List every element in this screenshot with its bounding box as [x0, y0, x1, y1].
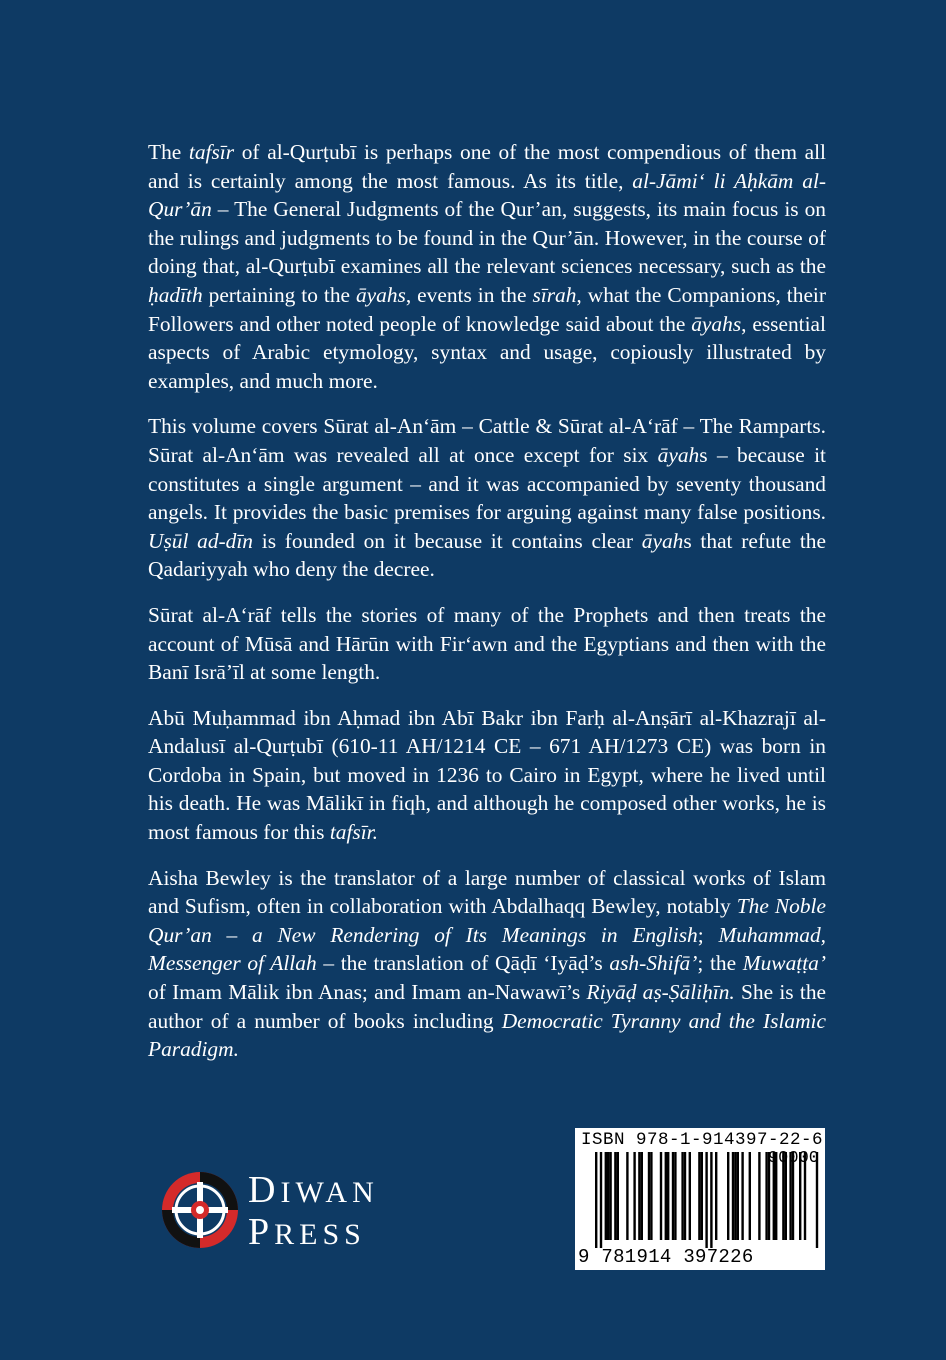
barcode-bar [734, 1152, 736, 1240]
barcode-bar [626, 1152, 628, 1240]
diwan-press-logo [160, 1168, 440, 1258]
barcode-bar [600, 1152, 602, 1248]
barcode-bar [705, 1152, 707, 1248]
barcode-bar [617, 1152, 619, 1240]
barcode-bar [607, 1152, 609, 1240]
publisher-word-press [248, 1210, 366, 1254]
publisher-word-diwan [248, 1168, 379, 1212]
italic-term: āyahs [355, 282, 406, 307]
publisher-word-press-rest: RESS [274, 1218, 366, 1251]
barcode-bar [782, 1152, 784, 1240]
barcode-bar [741, 1152, 743, 1240]
barcode-bar [660, 1152, 662, 1240]
blurb-paragraph-4: Abū Muḥammad ibn Aḥmad ibn Abī Bakr ibn Farḥ al-Anṣārī al-Khazrajī al-Andalusī al-Qurṭubī (610-11 AH/1214 CE – 671 AH/1273 CE) was born in Cordoba in Spain, but moved in 1236 to Cairo in Egypt, where he lived until his death. He was Mālikī in fiqh, and although he composed other works, he is most famous for this tafsīr. [148, 705, 826, 845]
barcode-bar [775, 1152, 777, 1240]
barcode-bar [773, 1152, 775, 1240]
barcode-bar [732, 1152, 734, 1240]
isbn-barcode [575, 1128, 825, 1270]
italic-term: āyah [657, 442, 700, 467]
publisher-word-diwan-initial: D [248, 1169, 281, 1211]
italic-term: al-Jāmi‘ li Aḥkām al-Qur’ān [148, 168, 827, 222]
barcode-bar [768, 1152, 770, 1240]
italic-term: Riyāḍ aṣ-Ṣāliḥīn. [586, 980, 735, 1005]
barcode-bar [605, 1152, 607, 1240]
blurb-paragraph-3: Sūrat al-A‘rāf tells the stories of many of the Prophets and then treats the account of Mūsā and Hārūn with Fir‘awn and the Egyptians and then with the Banī Isrā’īl at some length. [148, 602, 826, 685]
publisher-word-diwan-rest: IWAN [280, 1176, 379, 1209]
barcode-bar [765, 1152, 767, 1240]
barcode-bar [804, 1152, 806, 1240]
barcode-bar [698, 1152, 700, 1240]
barcode-bar [689, 1152, 691, 1240]
back-cover-blurb [148, 138, 826, 1064]
italic-term: Democratic Tyranny and the Islamic Paradigm. [148, 1008, 826, 1062]
blurb-paragraph-2: This volume covers Sūrat al-An‘ām – Cattle & Sūrat al-A‘rāf – The Ramparts. Sūrat al-An‘ām was revealed all at once except for six āyahs – because it constitutes a single argument – and it was accompanied by seventy thousand angels. It provides the basic premises for arguing against many false positions. Uṣūl ad-dīn is founded on it because it contains clear āyahs that refute the Qadariyyah who deny the decree. [148, 414, 827, 582]
barcode-bar [749, 1152, 751, 1240]
italic-term: āyah [641, 528, 684, 553]
italic-term: sīrah, [532, 282, 582, 307]
barcode-bar [816, 1152, 818, 1248]
barcode-bar [792, 1152, 794, 1240]
barcode-bar [609, 1152, 611, 1240]
barcode-digits: 9 781914 397226 [578, 1246, 754, 1268]
barcode-bar [758, 1152, 760, 1240]
barcode-bar [681, 1152, 683, 1240]
barcode-bar [638, 1152, 640, 1240]
barcode-bar [633, 1152, 635, 1240]
italic-term: tafsīr. [329, 820, 378, 845]
diwan-press-emblem-icon [160, 1170, 240, 1250]
italic-term: ash-Shifā’ [609, 951, 698, 976]
italic-term: The Noble Qur’an – a New Rendering of Its Meanings in English [148, 894, 826, 947]
italic-term: tafsīr [188, 140, 235, 164]
blurb-paragraph-1: The tafsīr of al-Qurṭubī is perhaps one of the most compendious of them all and is certainly among the most famous. As its title, al-Jāmi‘ li Aḥkām al-Qur’ān – The General Judgments of the Qur’an, suggests, its main focus is on the rulings and judgments to be found in the Qur’ān. However, in the course of doing that, al-Qurṭubī examines all the relevant sciences necessary, such as the ḥadīth pertaining to the āyahs, events in the sīrah, what the Companions, their Followers and other noted people of knowledge said about the āyahs, essential aspects of Arabic etymology, syntax and usage, copiously illustrated by examples, and much more. [148, 140, 827, 393]
barcode-bar [665, 1152, 667, 1240]
barcode-bar [785, 1152, 787, 1240]
barcode-bar [799, 1152, 801, 1240]
publisher-word-press-initial: P [248, 1211, 275, 1253]
barcode-bar [614, 1152, 616, 1240]
barcode-bar [789, 1152, 791, 1240]
barcode-bar [715, 1152, 717, 1240]
barcode-bar [727, 1152, 729, 1240]
italic-term: Muwaṭṭa’ [742, 951, 826, 976]
barcode-bar [641, 1152, 643, 1240]
italic-term: Muhammad, Messenger of Allah [148, 922, 826, 976]
barcode-bar [737, 1152, 739, 1240]
barcode-bar [667, 1152, 669, 1240]
barcode-bar [710, 1152, 712, 1248]
italic-term: Uṣūl ad-dīn [148, 528, 254, 553]
barcode-bar [701, 1152, 703, 1240]
barcode-bar [672, 1152, 674, 1240]
italic-term: āyahs [691, 311, 742, 336]
barcode-bar [650, 1152, 652, 1240]
barcode-bar [648, 1152, 650, 1240]
isbn-label: ISBN 978-1-914397-22-6 [581, 1130, 824, 1150]
blurb-paragraph-5: Aisha Bewley is the translator of a large number of classical works of Islam and Sufism, often in collaboration with Abdalhaqq Bewley, notably The Noble Qur’an – a New Rendering of Its Meanings in English; Muhammad, Messenger of Allah – the translation of Qāḍī ‘Iyāḍ’s ash-Shifā’; the Muwaṭṭa’ of Imam Mālik ibn Anas; and Imam an-Nawawī’s Riyāḍ aṣ-Ṣāliḥīn. She is the author of a number of books including Democratic Tyranny and the Islamic Paradigm. [148, 865, 827, 1062]
barcode-bars [581, 1152, 819, 1248]
barcode-bar [674, 1152, 676, 1240]
barcode-bar [595, 1152, 597, 1248]
italic-term: ḥadīth [148, 282, 203, 307]
barcode-bar [684, 1152, 686, 1240]
